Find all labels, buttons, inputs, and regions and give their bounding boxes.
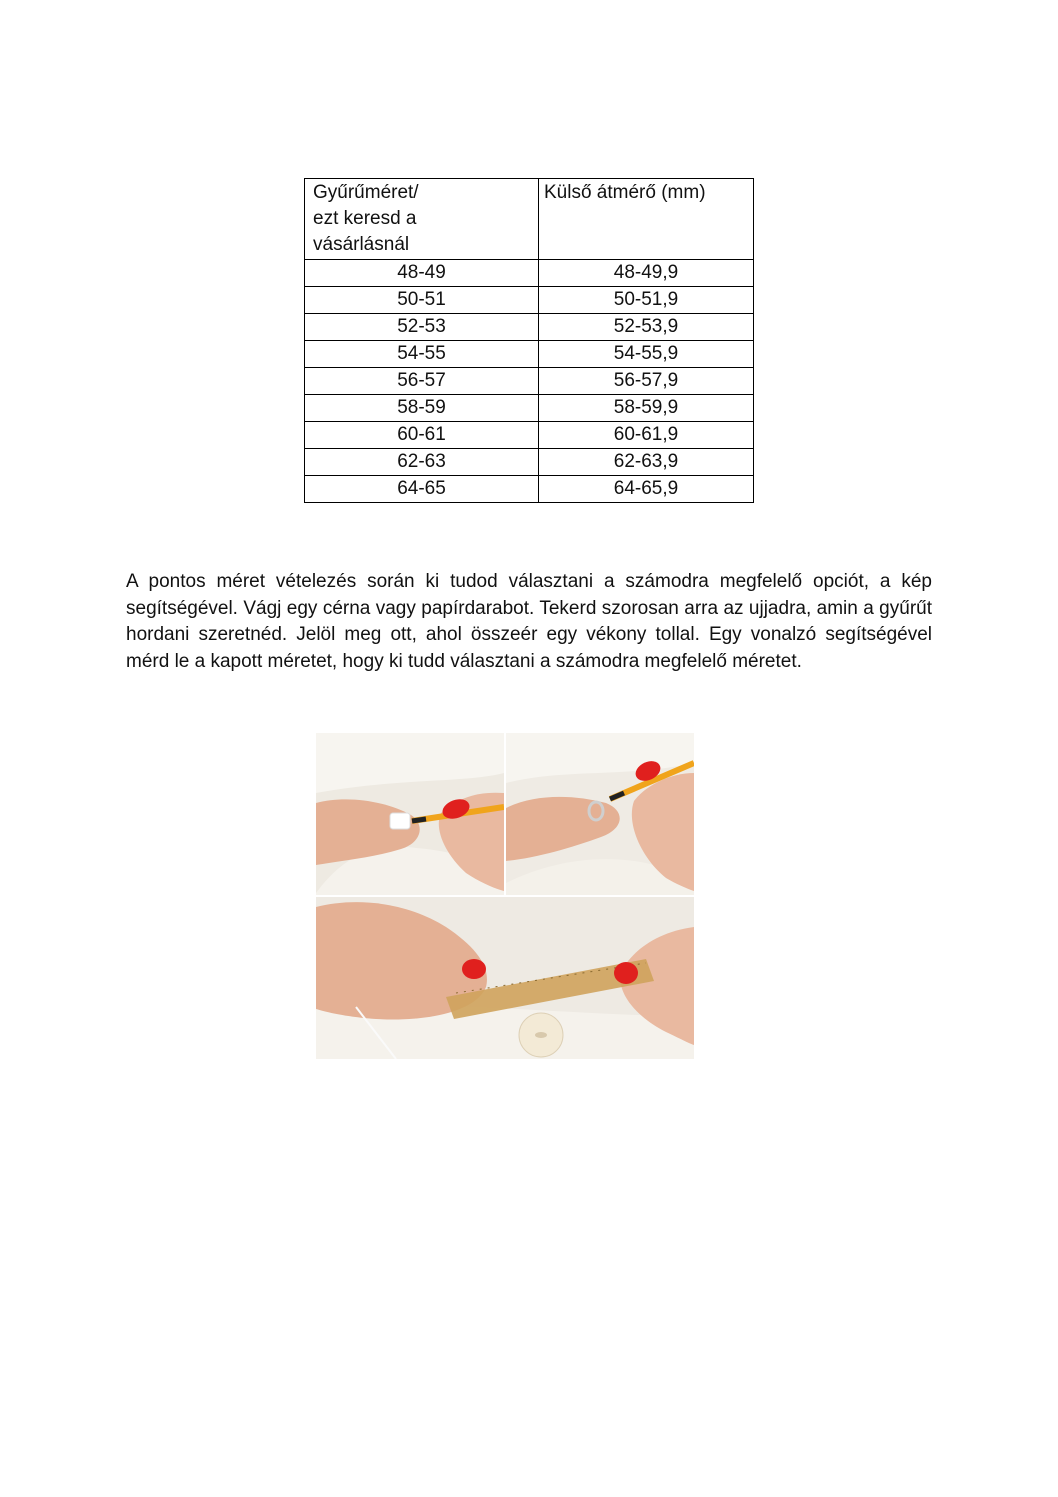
photo-marking-illustration (506, 733, 694, 895)
ring-size-cell: 50-51 (305, 287, 539, 314)
ring-size-cell: 54-55 (305, 341, 539, 368)
table-row (305, 422, 754, 449)
ring-size-cell: 58-59 (305, 395, 539, 422)
diameter-cell: 64-65,9 (539, 476, 754, 503)
ring-size-cell: 62-63 (305, 449, 539, 476)
ring-size-cell: 52-53 (305, 314, 539, 341)
red-nail-right (614, 962, 638, 984)
ring-size-cell: 64-65 (305, 476, 539, 503)
diameter-cell: 54-55,9 (539, 341, 754, 368)
diameter-cell: 48-49,9 (539, 260, 754, 287)
table-row (305, 368, 754, 395)
ring-size-cell: 48-49 (305, 260, 539, 287)
diameter-cell: 50-51,9 (539, 287, 754, 314)
diameter-cell: 52-53,9 (539, 314, 754, 341)
photo-marking-strip (506, 733, 694, 895)
table-row (305, 314, 754, 341)
photo-ruler-illustration (316, 897, 694, 1059)
photo-wrapping-illustration (316, 733, 504, 895)
table-row (305, 449, 754, 476)
photo-wrapping-paper-strip (316, 733, 504, 895)
table-row (305, 341, 754, 368)
diameter-cell: 58-59,9 (539, 395, 754, 422)
header-ring-size (305, 179, 539, 260)
measurement-instructions: A pontos méret vételezés során ki tudod választani a számodra megfelelő opciót, a kép segítségével. Vágj egy cérna vagy papírdarabot. Tekerd szorosan arra az ujjadra, amin a gyűrűt hordani szeretnéd. Jelöl meg ott, ahol összeér egy vékony tollal. Egy vonalzó segítségével mérd le a kapott méretet, hogy ki tudd választani a számodra megfelelő méretet. (126, 571, 932, 672)
ring-size-cell: 56-57 (305, 368, 539, 395)
table-row (305, 260, 754, 287)
header-ring-size-line: ezt keresd a (313, 208, 417, 229)
header-outer-diameter: Külső átmérő (mm) (539, 179, 754, 260)
diameter-cell: 56-57,9 (539, 368, 754, 395)
diameter-cell: 60-61,9 (539, 422, 754, 449)
red-nail-left (462, 959, 486, 979)
pencil-tip (412, 819, 426, 821)
header-ring-size-line: vásárlásnál (313, 234, 410, 255)
table-row (305, 395, 754, 422)
ring-size-cell: 60-61 (305, 422, 539, 449)
button-hole (535, 1032, 547, 1038)
ring-size-table (304, 178, 754, 503)
header-ring-size-line: Gyűrűméret/ (313, 182, 419, 203)
table-row (305, 476, 754, 503)
table-header-row (305, 179, 754, 260)
diameter-cell: 62-63,9 (539, 449, 754, 476)
paper-strip (390, 813, 410, 829)
table-row (305, 287, 754, 314)
photo-measuring-ruler (316, 897, 694, 1059)
